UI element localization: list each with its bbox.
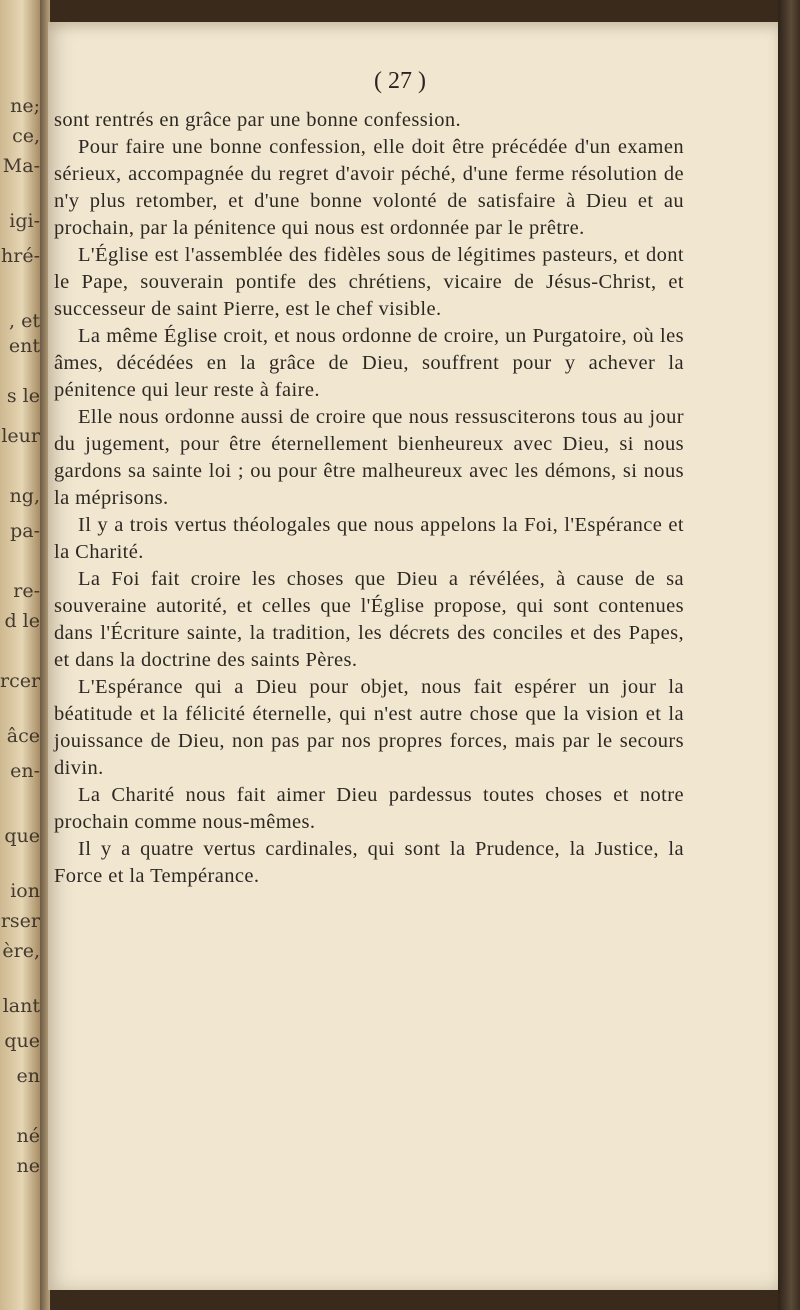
facing-page-text-fragment: ng,: [9, 485, 40, 507]
facing-page-text-fragment: pa-: [10, 520, 40, 542]
facing-page-text-fragment: ne: [16, 1155, 40, 1177]
facing-page-text-fragment: ent: [8, 335, 40, 357]
paragraph: L'Espérance qui a Dieu pour objet, nous fait espérer un jour la béatitude et la félicité éternelle, qui n'est autre chose que la vision et la jouissance de Dieu, non pas par nos propres forces, mais par le secours divin.: [54, 676, 684, 779]
paragraph: Pour faire une bonne confession, elle doit être précédée d'un examen sérieux, accompagnée du regret d'avoir péché, d'une ferme résolution de n'y plus retomber, et d'une bonne volonté de satisfaire à Dieu et au prochain, par la pénitence qui nous est ordonnée par le prêtre.: [54, 136, 684, 239]
facing-page-text-fragment: leur: [1, 425, 40, 447]
facing-page-text-fragment: s le: [6, 385, 40, 407]
facing-page-text-fragment: , et: [9, 310, 40, 332]
page-number: ( 27 ): [374, 68, 426, 94]
facing-page-text-fragment: en: [16, 1065, 40, 1087]
paragraph: La Foi fait croire les choses que Dieu a révélées, à cause de sa souveraine autorité, et celles que l'Église propose, qui sont contenues dans l'Écriture sainte, la tradition, les décrets des conciles et des Papes, et dans la doctrine des saints Pères.: [54, 568, 684, 671]
facing-page-text-fragment: lant: [2, 995, 40, 1017]
facing-page-text-fragment: re-: [13, 580, 40, 602]
facing-page-text-fragment: ère,: [2, 940, 40, 962]
facing-page-text-fragment: rcer: [0, 670, 40, 692]
facing-page-text-fragment: que: [4, 1030, 40, 1052]
paragraph: Il y a quatre vertus cardinales, qui sont la Prudence, la Justice, la Force et la Tempérance.: [54, 838, 684, 887]
paragraph: Il y a trois vertus théologales que nous appelons la Foi, l'Espérance et la Charité.: [54, 514, 684, 563]
facing-page-text-fragment: Ma-: [2, 155, 40, 177]
paragraph: La Charité nous fait aimer Dieu pardessus toutes choses et notre prochain comme nous-mêmes.: [54, 784, 684, 833]
page-edge-shadow: [778, 0, 800, 1310]
paragraph: Elle nous ordonne aussi de croire que nous ressusciterons tous au jour du jugement, pour être éternellement bienheureux avec Dieu, si nous gardons sa sainte loi ; ou pour être malheureux avec les démons, si nous la méprisons.: [54, 406, 684, 509]
facing-page-text-fragment: igi-: [9, 210, 40, 232]
facing-page-text-fragment: que: [4, 825, 40, 847]
facing-page-text-fragment: d le: [4, 610, 40, 632]
facing-page-text-fragment: âce: [6, 725, 40, 747]
paragraph: L'Église est l'assemblée des fidèles sous de légitimes pasteurs, et dont le Pape, souverain pontife des chrétiens, vicaire de Jésus-Christ, et successeur de saint Pierre, est le chef visible.: [54, 244, 684, 320]
facing-page-text-fragment: hré-: [1, 245, 40, 267]
facing-page-text-fragment: rser: [0, 910, 40, 932]
facing-page-text-fragment: ne;: [10, 95, 40, 117]
facing-page-text-fragment: ce,: [12, 125, 40, 147]
facing-page-text-fragment: en-: [10, 760, 40, 782]
paragraph: sont rentrés en grâce par une bonne confession.: [54, 109, 462, 131]
facing-page-text-fragment: ion: [10, 880, 40, 902]
paragraph: La même Église croit, et nous ordonne de croire, un Purgatoire, où les âmes, décédées en la grâce de Dieu, souffrent pour y achever la pénitence qui leur reste à faire.: [54, 325, 684, 401]
facing-page-edge: [0, 0, 40, 1310]
page-body: [54, 107, 684, 890]
facing-page-text-fragment: né: [16, 1125, 40, 1147]
